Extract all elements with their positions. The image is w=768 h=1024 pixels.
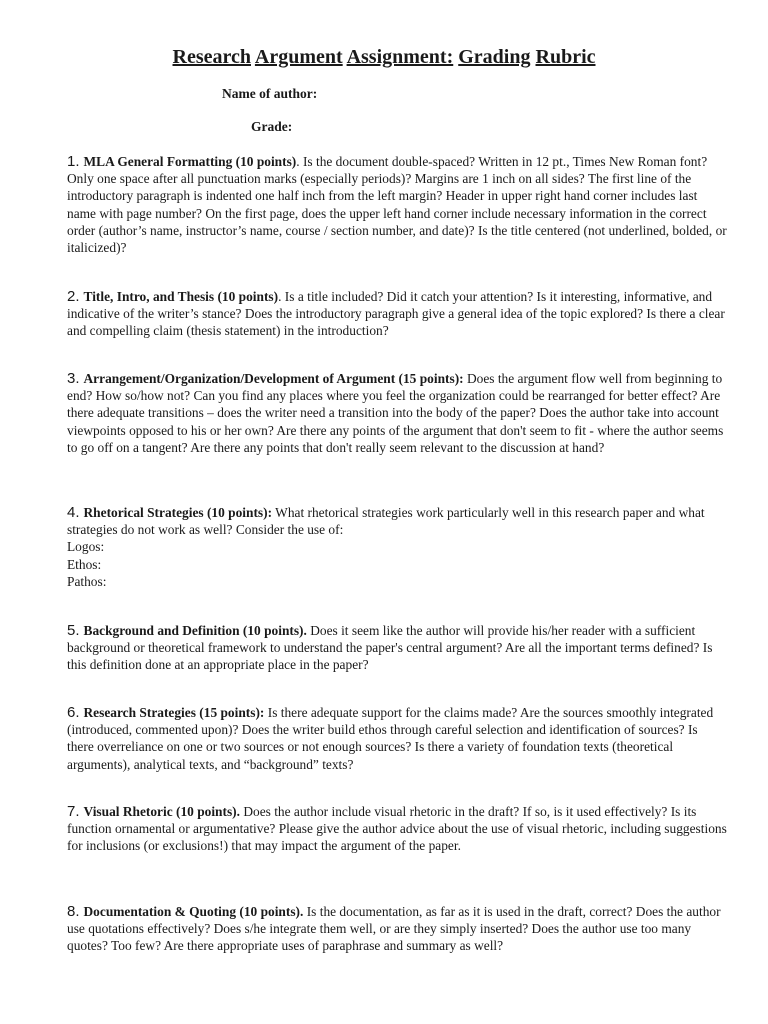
item-number: 3. bbox=[67, 370, 80, 387]
item-number: 4. bbox=[67, 504, 80, 521]
item-body: Does the author include visual rhetoric in the draft? If so, is it used effectively? Is its function ornamental or argumentative? Please give the author advice about the use of visual rhetoric, including suggestions for inclusions (or exclusions!) that may impact the argument of the paper. bbox=[67, 804, 727, 854]
rubric-item-2 bbox=[67, 288, 727, 340]
item-heading: Rhetorical Strategies (10 points): bbox=[83, 505, 273, 520]
item-body: Does the argument flow well from beginning to end? How so/how not? Can you find any places where you feel the organization could be rearranged for better effect? Are there adequate transitions – does the writer need a transition into the body of the paper? Does the author take into account viewpoints opposed to his or her own? Are there any points of the argument that don't seem to fit - where the author seems to go off on a tangent? Are there any points that don't really seem relevant to the discussion at hand? bbox=[67, 371, 724, 455]
item-heading: Background and Definition (10 points). bbox=[83, 623, 307, 638]
ethos-line: Ethos: bbox=[67, 556, 102, 572]
page-title bbox=[0, 46, 768, 69]
rubric-item-8 bbox=[67, 903, 727, 955]
item-heading: MLA General Formatting (10 points) bbox=[83, 154, 297, 169]
logos-line: Logos: bbox=[67, 539, 105, 555]
item-number: 6. bbox=[67, 704, 80, 721]
title-word: Research bbox=[172, 46, 251, 68]
item-body: What rhetorical strategies work particularly well in this research paper and what strategies do not work as well? Consider the use of: bbox=[67, 505, 705, 538]
item-body: Is the documentation, as far as it is used in the draft, correct? Does the author use quotations effectively? Does s/he integrate them well, or are they simply inserted? Does the author use too many quotes? Too few? Are there appropriate uses of paraphrase and summary as well? bbox=[67, 904, 721, 954]
rubric-item-4 bbox=[67, 504, 727, 590]
item-heading: Documentation & Quoting (10 points). bbox=[83, 904, 304, 919]
item-body: . Is a title included? Did it catch your attention? Is it interesting, informative, and indicative of the writer’s stance? Does the introductory paragraph give a general idea of the topic explored? Is there a clear and compelling claim (thesis statement) in the introduction? bbox=[67, 289, 725, 339]
title-word: Argument bbox=[254, 46, 343, 68]
item-number: 7. bbox=[67, 803, 80, 820]
item-body: Is there adequate support for the claims made? Are the sources smoothly integrated (introduced, commented upon)? Does the writer build ethos through careful selection and identification of sources? Is there overreliance on one or two sources or not enough sources? Is there a variety of foundation texts (theoretical arguments), analytical texts, and “background” texts? bbox=[67, 705, 714, 772]
item-heading: Visual Rhetoric (10 points). bbox=[83, 804, 240, 819]
item-heading: Arrangement/Organization/Development of Argument (15 points): bbox=[83, 371, 464, 386]
rubric-item-5 bbox=[67, 622, 727, 674]
rubric-item-7 bbox=[67, 803, 727, 855]
grade-label: Grade: bbox=[251, 119, 293, 134]
rubric-item-3 bbox=[67, 370, 727, 456]
pathos-line: Pathos: bbox=[67, 573, 107, 589]
rubric-item-6 bbox=[67, 704, 727, 773]
author-name-label: Name of author: bbox=[222, 86, 318, 101]
title-word: Assignment: bbox=[346, 46, 454, 68]
title-word: Rubric bbox=[535, 46, 596, 68]
rubric-item-1 bbox=[67, 153, 727, 256]
item-number: 1. bbox=[67, 153, 80, 170]
item-number: 2. bbox=[67, 288, 80, 305]
item-number: 5. bbox=[67, 622, 80, 639]
item-number: 8. bbox=[67, 903, 80, 920]
item-body: Does it seem like the author will provide his/her reader with a sufficient background or theoretical framework to understand the paper's central argument? Are all the important terms defined? Is this definition done at an appropriate place in the paper? bbox=[67, 623, 713, 673]
item-heading: Title, Intro, and Thesis (10 points) bbox=[83, 289, 279, 304]
item-body: . Is the document double-spaced? Written in 12 pt., Times New Roman font? Only one space after all punctuation marks (especially periods)? Margins are 1 inch on all sides? The first line of the introductory paragraph is indented one half inch from the left margin? Header in upper right hand corner includes last name with page number? On the first page, does the upper left hand corner include necessary information in the correct order (author’s name, instructor’s name, course / section number, and date)? Is the title centered (not underlined, bolded, or italicized)? bbox=[67, 154, 727, 256]
item-heading: Research Strategies (15 points): bbox=[83, 705, 265, 720]
title-word: Grading bbox=[458, 46, 531, 68]
